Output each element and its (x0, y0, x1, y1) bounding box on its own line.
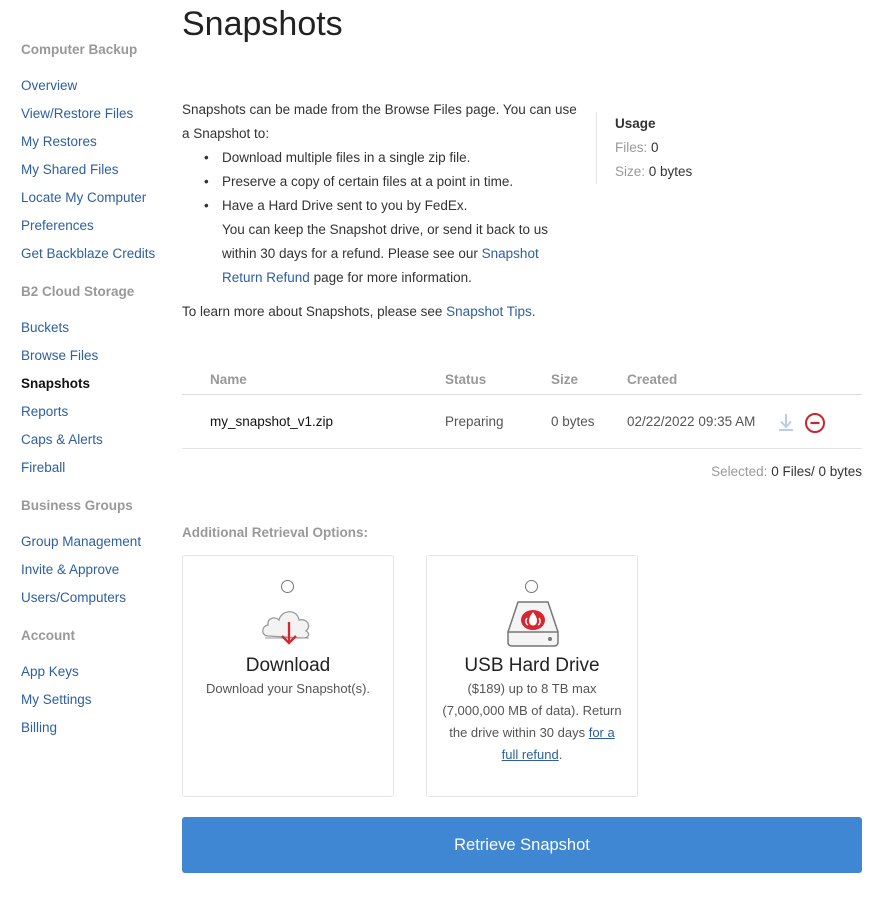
tips-text-end: . (531, 304, 536, 319)
usage-files-value: 0 (651, 140, 659, 155)
download-arrow-icon[interactable] (776, 412, 796, 434)
sidebar-item-browse-files[interactable]: Browse Files (21, 348, 99, 363)
sidebar-item-app-keys[interactable]: App Keys (21, 664, 79, 679)
snapshot-status: Preparing (445, 414, 504, 429)
tips-text: To learn more about Snapshots, please see (182, 304, 447, 319)
usb-drive-option-radio[interactable] (525, 580, 538, 593)
snapshot-name: my_snapshot_v1.zip (210, 414, 334, 429)
snapshot-tips-link[interactable]: Snapshot Tips (446, 304, 532, 319)
download-option-radio[interactable] (281, 580, 294, 593)
usage-files-label: Files: (615, 140, 648, 155)
sidebar-heading-business-groups: Business Groups (21, 498, 133, 513)
snapshot-return-refund-link[interactable]: Snapshot Return Refund (222, 246, 539, 285)
snapshot-tips-note (182, 300, 536, 324)
refund-text: You can keep the Snapshot drive, or send it back to us within 30 days for a refund. Please see our (222, 222, 548, 261)
column-header-status[interactable]: Status (445, 372, 487, 387)
usage-heading: Usage (615, 116, 656, 131)
table-header (182, 368, 862, 395)
intro-bullet-item: • Preserve a copy of certain files at a point in time. (182, 170, 582, 194)
refund-text-end: page for more information. (309, 270, 472, 285)
sidebar-item-overview[interactable]: Overview (21, 78, 78, 93)
selected-label: Selected: (711, 464, 768, 479)
sidebar-item-locate-my-computer[interactable]: Locate My Computer (21, 190, 147, 205)
intro-bullet-item: • Download multiple files in a single zip file. (182, 146, 582, 170)
download-option-card[interactable] (182, 555, 394, 797)
sidebar-heading-b2-cloud-storage: B2 Cloud Storage (21, 284, 135, 299)
download-option-description: Download your Snapshot(s). (205, 681, 371, 696)
sidebar-item-get-backblaze-credits[interactable]: Get Backblaze Credits (21, 246, 156, 261)
sidebar-item-reports[interactable]: Reports (21, 404, 69, 419)
sidebar-item-invite-approve[interactable]: Invite & Approve (21, 562, 120, 577)
cloud-download-icon (259, 598, 319, 650)
usage-size (615, 160, 862, 184)
sidebar-item-preferences[interactable]: Preferences (21, 218, 94, 233)
refund-note (182, 218, 582, 290)
snapshot-size: 0 bytes (551, 414, 595, 429)
sidebar-heading-computer-backup: Computer Backup (21, 42, 138, 57)
page-title: Snapshots (182, 5, 343, 43)
sidebar-item-my-shared-files[interactable]: My Shared Files (21, 162, 119, 177)
hard-drive-icon (503, 598, 563, 650)
sidebar-item-fireball[interactable]: Fireball (21, 460, 66, 475)
sidebar-item-my-restores[interactable]: My Restores (21, 134, 97, 149)
column-header-size[interactable]: Size (551, 372, 579, 387)
sidebar-item-users-computers[interactable]: Users/Computers (21, 590, 127, 605)
sidebar-item-caps-alerts[interactable]: Caps & Alerts (21, 432, 103, 447)
sidebar-item-snapshots[interactable]: Snapshots (21, 376, 91, 391)
snapshot-created: 02/22/2022 09:35 AM (627, 414, 756, 429)
usb-drive-desc-end: . (558, 747, 563, 762)
sidebar-item-view-restore-files[interactable]: View/Restore Files (21, 106, 134, 121)
sidebar-item-billing[interactable]: Billing (21, 720, 58, 735)
usb-drive-option-title: USB Hard Drive (464, 655, 600, 676)
snapshot-intro (182, 98, 582, 290)
usage-files (615, 136, 862, 160)
usb-drive-option-card[interactable] (426, 555, 638, 797)
column-header-created[interactable]: Created (627, 372, 678, 387)
selection-summary (711, 464, 862, 479)
usage-size-label: Size: (615, 164, 646, 179)
sidebar (21, 40, 171, 742)
retrieval-options-heading: Additional Retrieval Options: (182, 525, 369, 540)
download-option-title: Download (245, 655, 331, 676)
snapshots-table (182, 368, 862, 449)
table-row[interactable] (182, 395, 862, 449)
full-refund-link[interactable]: for a full refund (501, 725, 615, 762)
selected-value: 0 Files/ 0 bytes (771, 464, 862, 479)
usb-drive-option-description (441, 678, 623, 766)
sidebar-heading-account: Account (21, 628, 75, 643)
remove-circle-icon[interactable] (804, 412, 826, 434)
sidebar-item-my-settings[interactable]: My Settings (21, 692, 92, 707)
sidebar-item-buckets[interactable]: Buckets (21, 320, 70, 335)
column-header-name[interactable]: Name (210, 372, 247, 387)
usage-size-value: 0 bytes (648, 164, 693, 179)
usb-drive-desc-text: ($189) up to 8 TB max (7,000,000 MB of data). Return the drive within 30 days (442, 681, 622, 740)
sidebar-item-group-management[interactable]: Group Management (21, 534, 142, 549)
usage-panel (596, 112, 862, 184)
intro-bullet-list (182, 146, 582, 218)
intro-bullet-item: • Have a Hard Drive sent to you by FedEx. (182, 194, 582, 218)
retrieve-snapshot-button[interactable]: Retrieve Snapshot (182, 817, 862, 873)
intro-text: Snapshots can be made from the Browse Files page. You can use a Snapshot to: (182, 102, 577, 141)
